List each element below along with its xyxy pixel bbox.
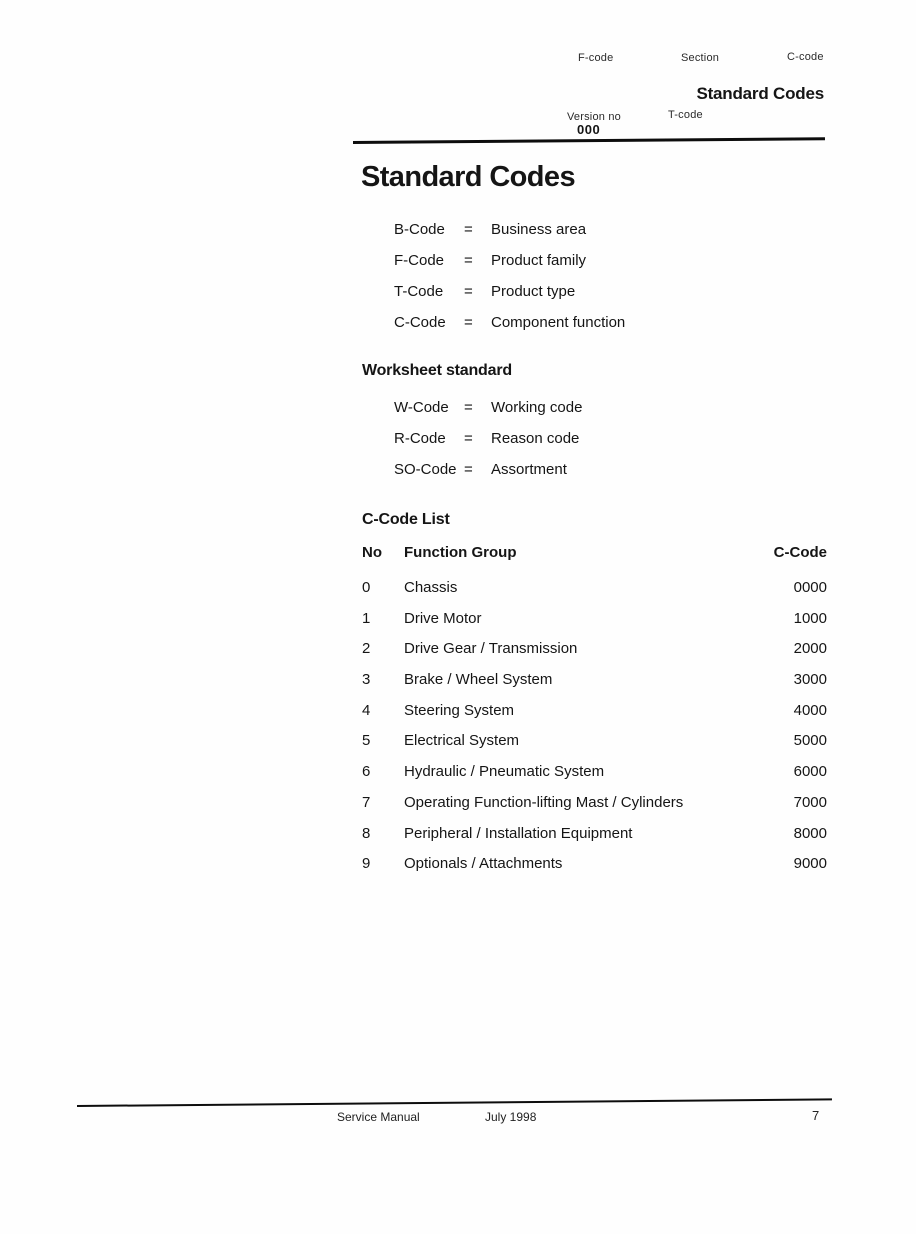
definition-row [394,430,582,461]
row-c-code: 6000 [793,763,827,781]
code-definition: Working code [491,399,583,416]
row-c-code: 7000 [793,793,827,811]
row-function-group: Hydraulic / Pneumatic System [404,763,605,781]
row-function-group: Optionals / Attachments [404,855,563,873]
row-no: 1 [362,609,371,627]
header-version-label: Version no [567,111,621,123]
c-code-list-heading: C-Code List [362,511,450,528]
equals-sign: = [464,252,473,269]
table-row [362,825,827,856]
row-no: 2 [362,640,371,658]
row-no: 6 [362,763,371,781]
row-c-code: 8000 [793,824,827,842]
equals-sign: = [464,461,473,478]
footer-divider-line [77,1098,832,1107]
code-definition: Product type [491,283,576,300]
footer-page-number: 7 [812,1108,820,1123]
code-term: B-Code [394,221,445,238]
equals-sign: = [464,283,473,300]
worksheet-definition-list [394,399,582,492]
code-definition: Assortment [491,461,567,478]
definition-row [394,252,625,283]
row-function-group: Peripheral / Installation Equipment [404,824,633,842]
equals-sign: = [464,314,473,331]
table-row [362,579,827,610]
header-f-code-label: F-code [578,52,614,64]
definition-row [394,461,582,492]
code-term: T-Code [394,283,444,300]
row-c-code: 4000 [793,701,827,719]
code-definition: Component function [491,314,626,331]
row-no: 0 [362,579,371,596]
worksheet-standard-heading: Worksheet standard [362,362,512,379]
table-row [362,763,827,794]
column-header-c-code: C-Code [773,544,827,561]
header-running-title: Standard Codes [696,84,824,103]
header-section-label: Section [681,52,720,64]
row-function-group: Brake / Wheel System [404,671,553,689]
table-row [362,671,827,702]
row-function-group: Drive Motor [404,609,482,627]
row-c-code: 2000 [793,640,827,658]
definition-row [394,314,625,345]
footer-date-label: July 1998 [485,1110,537,1124]
row-no: 5 [362,732,371,750]
row-c-code: 0000 [793,579,827,596]
row-c-code: 9000 [793,855,827,873]
table-row [362,640,827,671]
table-row [362,732,827,763]
row-c-code: 3000 [793,671,827,689]
code-term: W-Code [394,399,449,416]
row-no: 7 [362,793,371,811]
code-definition: Reason code [491,430,580,447]
standard-codes-definition-list [394,221,625,345]
code-term: C-Code [394,314,446,331]
c-code-table [362,544,827,886]
column-header-function-group: Function Group [404,544,517,561]
code-term: SO-Code [394,461,457,478]
row-c-code: 5000 [793,732,827,750]
page-title: Standard Codes [361,161,575,193]
equals-sign: = [464,399,473,416]
definition-row [394,283,625,314]
column-header-no: No [362,544,382,561]
row-function-group: Steering System [404,701,515,719]
code-definition: Product family [491,252,587,269]
c-code-table-rows [362,579,827,886]
row-function-group: Operating Function-lifting Mast / Cylinders [404,793,684,811]
equals-sign: = [464,430,473,447]
definition-row [394,399,582,430]
row-function-group: Electrical System [404,732,520,750]
header-divider-line [353,137,825,143]
row-no: 9 [362,855,371,873]
header-c-code-label: C-code [787,51,824,63]
c-code-table-header [362,544,827,579]
row-function-group: Chassis [404,579,458,596]
table-row [362,794,827,825]
table-row [362,855,827,886]
row-no: 8 [362,824,371,842]
table-row [362,610,827,641]
definition-row [394,221,625,252]
footer-manual-label: Service Manual [337,1110,420,1124]
code-term: F-Code [394,252,445,269]
code-term: R-Code [394,430,446,447]
equals-sign: = [464,221,473,238]
row-no: 4 [362,701,371,719]
row-no: 3 [362,671,371,689]
header-version-value: 000 [577,122,601,137]
table-row [362,702,827,733]
code-definition: Business area [491,221,587,238]
header-t-code-label: T-code [668,109,703,121]
row-c-code: 1000 [793,609,827,627]
row-function-group: Drive Gear / Transmission [404,640,578,658]
